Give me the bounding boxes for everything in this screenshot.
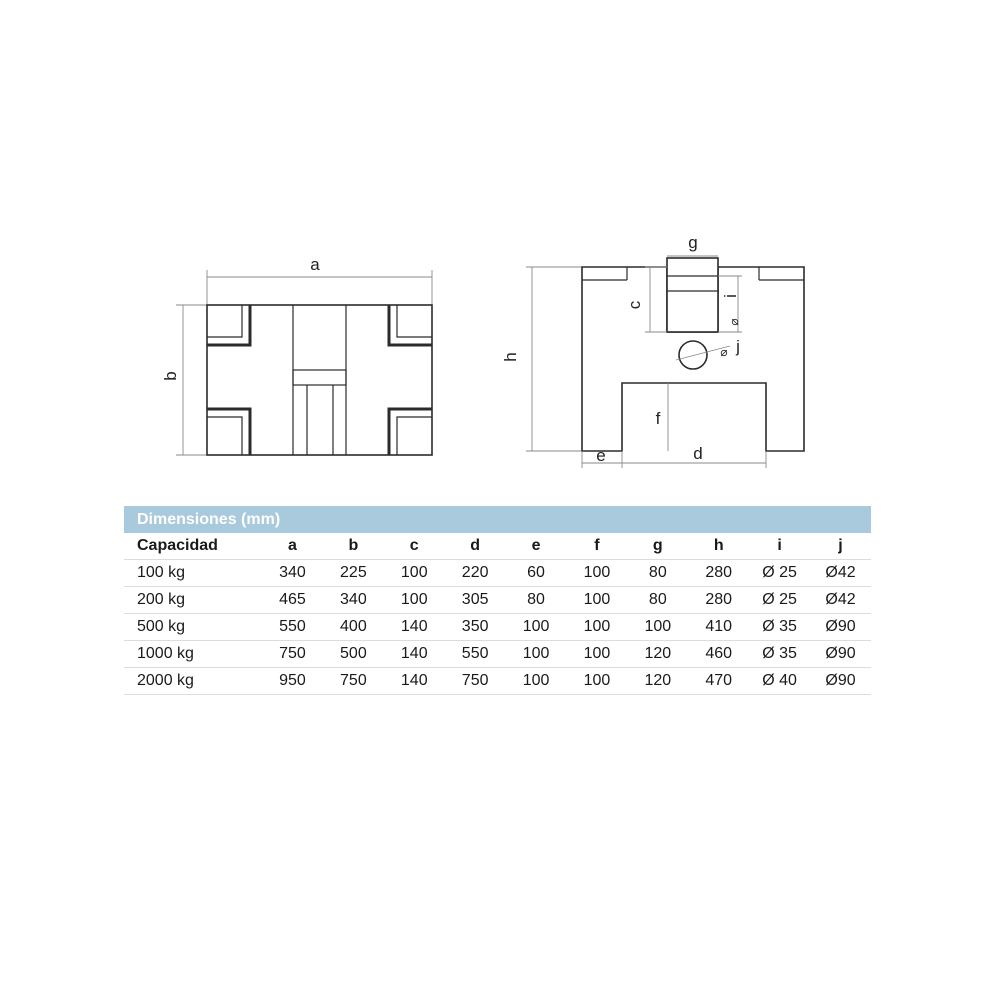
dimension-cell-i: Ø 35 — [749, 614, 810, 641]
dimension-cell-a: 465 — [262, 587, 323, 614]
dimension-cell-b: 500 — [323, 641, 384, 668]
header-b: b — [323, 533, 384, 560]
dimension-cell-f: 100 — [566, 668, 627, 695]
header-h: h — [688, 533, 749, 560]
front-view — [501, 233, 804, 468]
label-b: b — [161, 371, 180, 381]
dimension-cell-h: 470 — [688, 668, 749, 695]
dimension-cell-e: 100 — [506, 641, 567, 668]
header-c: c — [384, 533, 445, 560]
dimension-cell-e: 60 — [506, 560, 567, 587]
label-d: d — [693, 444, 703, 463]
table-title: Dimensiones (mm) — [124, 506, 871, 533]
dimension-cell-j: Ø90 — [810, 641, 871, 668]
dimension-cell-c: 140 — [384, 641, 445, 668]
dimension-cell-h: 460 — [688, 641, 749, 668]
dimension-cell-h: 280 — [688, 560, 749, 587]
header-d: d — [445, 533, 506, 560]
top-view — [161, 255, 432, 455]
table-row — [124, 587, 871, 614]
capacity-cell: 200 kg — [124, 587, 262, 614]
dimension-cell-h: 410 — [688, 614, 749, 641]
label-g: g — [688, 233, 698, 252]
table-row — [124, 560, 871, 587]
dimension-cell-g: 80 — [627, 560, 688, 587]
dimension-cell-i: Ø 35 — [749, 641, 810, 668]
dimension-cell-c: 100 — [384, 587, 445, 614]
dimension-cell-d: 350 — [445, 614, 506, 641]
dimension-cell-e: 80 — [506, 587, 567, 614]
dimension-cell-c: 140 — [384, 614, 445, 641]
dimension-cell-c: 100 — [384, 560, 445, 587]
dimension-cell-d: 750 — [445, 668, 506, 695]
dimension-cell-b: 225 — [323, 560, 384, 587]
dimension-cell-d: 220 — [445, 560, 506, 587]
dimension-cell-i: Ø 40 — [749, 668, 810, 695]
dimensions-table — [124, 533, 871, 695]
dimension-cell-b: 750 — [323, 668, 384, 695]
dimension-cell-f: 100 — [566, 560, 627, 587]
dimension-cell-g: 120 — [627, 641, 688, 668]
header-g: g — [627, 533, 688, 560]
capacity-cell: 500 kg — [124, 614, 262, 641]
dimension-cell-e: 100 — [506, 614, 567, 641]
dimensions-table-panel — [124, 506, 871, 695]
dimension-cell-j: Ø90 — [810, 668, 871, 695]
dimension-cell-d: 305 — [445, 587, 506, 614]
header-j: j — [810, 533, 871, 560]
dimension-cell-h: 280 — [688, 587, 749, 614]
dimension-cell-b: 340 — [323, 587, 384, 614]
dimension-cell-e: 100 — [506, 668, 567, 695]
header-i: i — [749, 533, 810, 560]
header-capacidad: Capacidad — [124, 533, 262, 560]
label-j: j — [736, 337, 740, 356]
dimension-cell-b: 400 — [323, 614, 384, 641]
capacity-cell: 100 kg — [124, 560, 262, 587]
capacity-cell: 2000 kg — [124, 668, 262, 695]
dimension-cell-i: Ø 25 — [749, 587, 810, 614]
label-a: a — [310, 255, 320, 274]
label-c: c — [625, 300, 644, 310]
dimension-cell-f: 100 — [566, 587, 627, 614]
label-j-diameter-symbol: ⌀ — [720, 345, 728, 359]
label-e: e — [596, 446, 606, 465]
dimension-cell-j: Ø42 — [810, 560, 871, 587]
label-i: i — [721, 294, 740, 298]
dimension-cell-g: 80 — [627, 587, 688, 614]
dimension-cell-f: 100 — [566, 614, 627, 641]
dimension-cell-a: 550 — [262, 614, 323, 641]
table-row — [124, 641, 871, 668]
capacity-cell: 1000 kg — [124, 641, 262, 668]
dimension-cell-a: 340 — [262, 560, 323, 587]
table-header-row — [124, 533, 871, 560]
label-h: h — [501, 352, 520, 362]
dimension-cell-g: 120 — [627, 668, 688, 695]
dimension-cell-j: Ø90 — [810, 614, 871, 641]
header-e: e — [506, 533, 567, 560]
table-row — [124, 614, 871, 641]
label-i-diameter-symbol: ⌀ — [727, 318, 741, 326]
dimension-cell-g: 100 — [627, 614, 688, 641]
dimension-cell-a: 950 — [262, 668, 323, 695]
dimension-cell-j: Ø42 — [810, 587, 871, 614]
dimension-cell-f: 100 — [566, 641, 627, 668]
header-f: f — [566, 533, 627, 560]
table-row — [124, 668, 871, 695]
dimension-cell-d: 550 — [445, 641, 506, 668]
label-f: f — [655, 409, 661, 428]
dimension-cell-i: Ø 25 — [749, 560, 810, 587]
dimension-cell-c: 140 — [384, 668, 445, 695]
header-a: a — [262, 533, 323, 560]
dimension-cell-a: 750 — [262, 641, 323, 668]
